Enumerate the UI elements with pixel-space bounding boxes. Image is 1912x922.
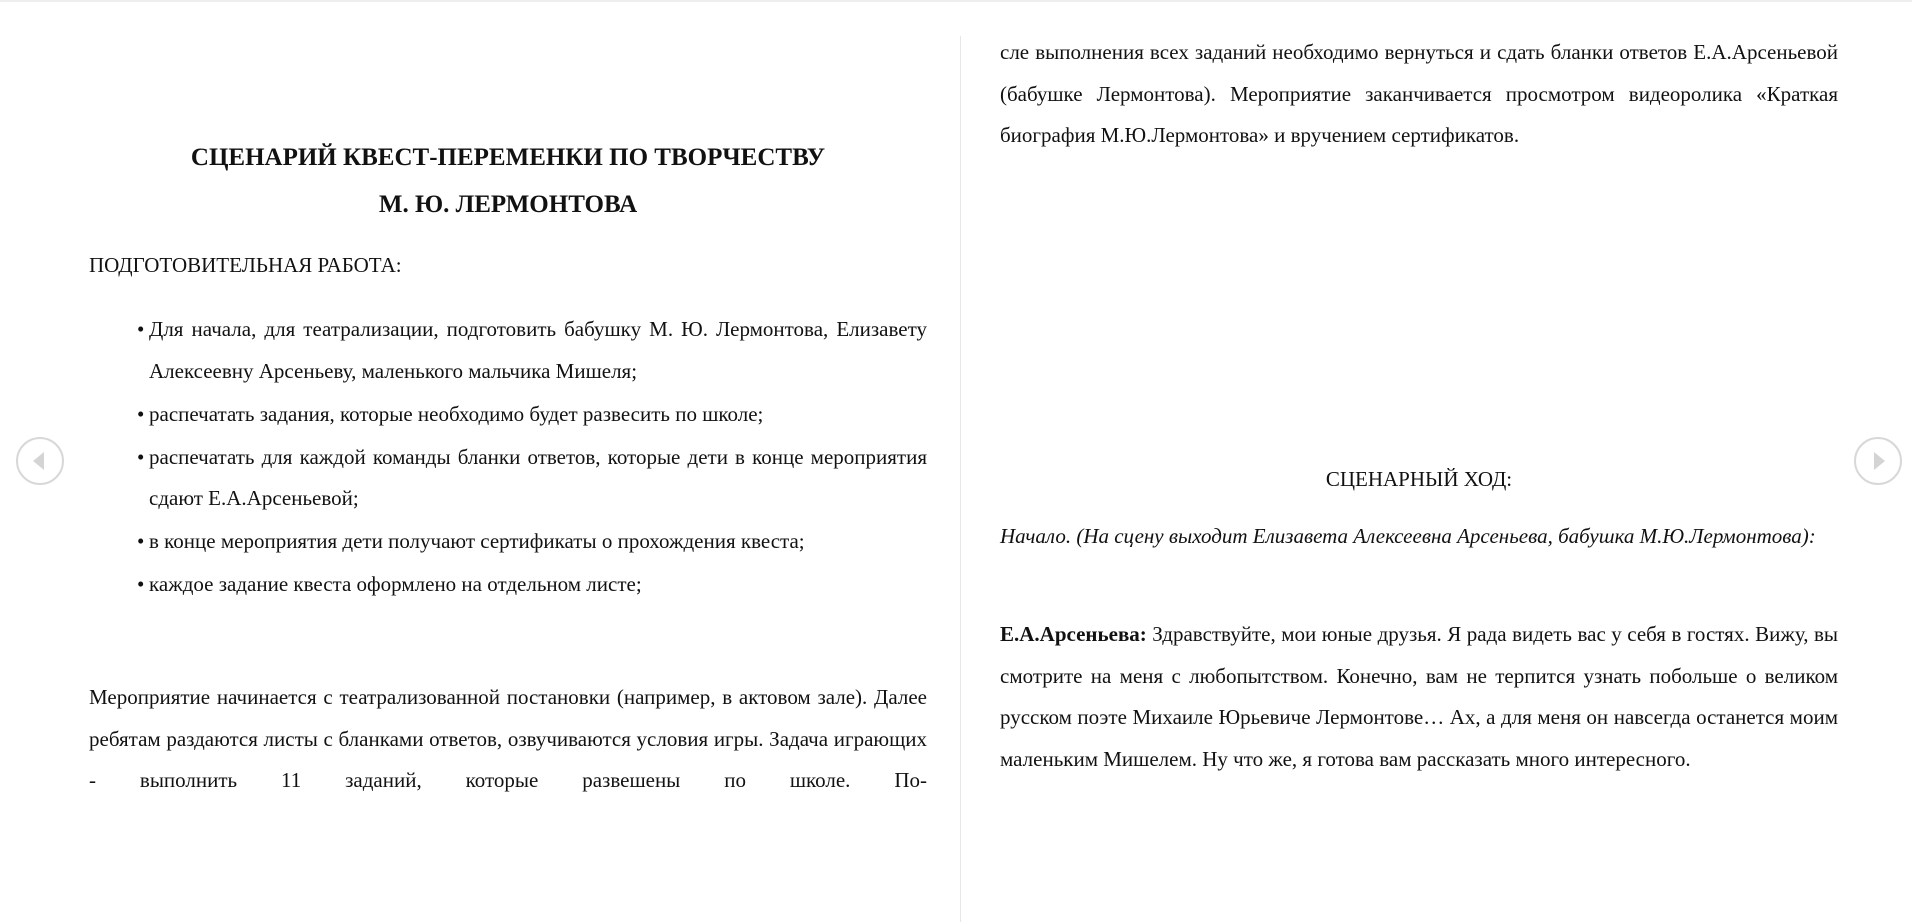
intro-paragraph: Начало. (На сцену выходит Елизавета Алексеевна Арсеньева, бабушка М.Ю.Лермонтова): [1000, 524, 1816, 548]
chevron-left-icon [18, 439, 62, 483]
list-item-text: каждое задание квеста оформлено на отдельном листе; [149, 572, 642, 596]
list-item-text: распечатать для каждой команды бланки ответов, которые дети в конце мероприятия сдают Е.А.Арсеньевой; [149, 444, 927, 510]
prev-page-button[interactable] [16, 437, 64, 485]
list-item [89, 394, 927, 436]
bullet-icon: • [137, 401, 145, 426]
bullet-icon: • [137, 572, 145, 596]
prep-heading: ПОДГОТОВИТЕЛЬНАЯ РАБОТА: [89, 253, 402, 277]
speech-paragraph [1000, 614, 1838, 780]
bullet-icon: • [137, 529, 145, 553]
list-item [89, 309, 927, 392]
continuation-paragraph: сле выполнения всех заданий необходимо вернуться и сдать бланки ответов Е.А.Арсеньевой (бабушке Лермонтова). Мероприятие заканчивается просмотром видеоролика «Краткая биография М.Ю.Лермонтова» и вручением сертификатов. [1000, 40, 1838, 147]
event-paragraph: Мероприятие начинается с театрализованной постановки (например, в актовом зале). Далее ребятам раздаются листы с бланками ответов, озвучиваются условия игры. Задача играющих - выполнить 11 заданий, которые развешены по школе. По- [89, 685, 927, 792]
bullet-icon: • [137, 444, 145, 469]
speaker-name: Е.А.Арсеньева: [1000, 622, 1147, 646]
list-item [89, 437, 927, 520]
speech-text: Здравствуйте, мои юные друзья. Я рада видеть вас у себя в гостях. Вижу, вы смотрите на меня с любопытством. Конечно, вам не терпится узнать побольше о великом русском поэте Михаиле Юрьевиче Лермонтове… Ах, а для меня он навсегда останется моим маленьким Мишелем. Ну что же, я готова вам рассказать много интересного. [1000, 622, 1838, 771]
scenario-heading: СЦЕНАРНЫЙ ХОД: [1325, 467, 1513, 491]
list-item [89, 521, 927, 563]
list-item-text: Для начала, для театрализации, подготовить бабушку М. Ю. Лермонтова, Елизавету Алексеевну Арсеньеву, маленького мальчика Мишеля; [149, 317, 927, 383]
list-item-text: распечатать задания, которые необходимо будет развесить по школе; [149, 401, 764, 426]
next-page-button[interactable] [1854, 437, 1902, 485]
bullet-icon: • [137, 317, 145, 341]
title-line-2: М. Ю. ЛЕРМОНТОВА [378, 191, 638, 218]
title-line-1: СЦЕНАРИЙ КВЕСТ-ПЕРЕМЕНКИ ПО ТВОРЧЕСТВУ [190, 144, 826, 171]
prep-list [89, 309, 927, 607]
document-title [89, 134, 927, 228]
chevron-right-icon [1856, 439, 1900, 483]
list-item-text: в конце мероприятия дети получают сертификаты о прохождения квеста; [149, 529, 805, 553]
list-item [89, 564, 927, 606]
